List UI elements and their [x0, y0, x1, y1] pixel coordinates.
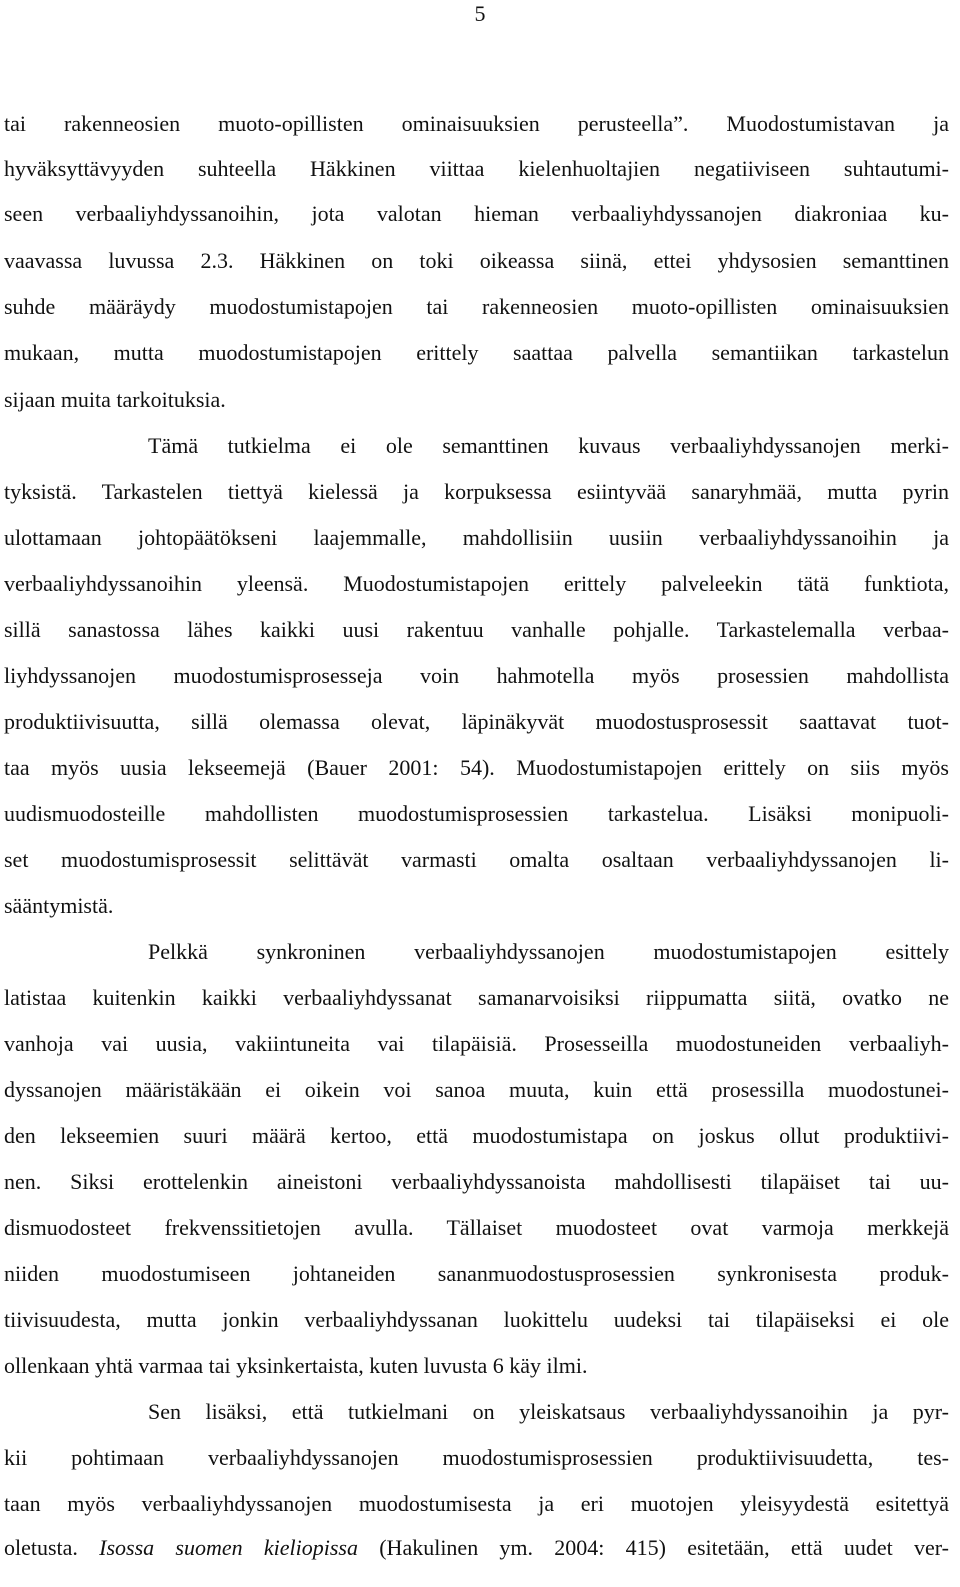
- text-line: nen. Siksi erottelenkin aineistoni verbaaliyhdyssanoista mahdollisesti tilapäiset tai uu-: [4, 1169, 949, 1194]
- text-segment: oletusta.: [4, 1535, 100, 1560]
- text-line: Tämä tutkielma ei ole semanttinen kuvaus verbaaliyhdyssanojen merki-: [148, 433, 949, 458]
- text-line: ollenkaan yhtä varmaa tai yksinkertaista, kuten luvusta 6 käy ilmi.: [4, 1353, 588, 1378]
- text-line: sillä sanastossa lähes kaikki uusi rakentuu vanhalle pohjalle. Tarkastelemalla verbaa-: [4, 617, 949, 642]
- text-line: sijaan muita tarkoituksia.: [4, 387, 226, 412]
- text-line: set muodostumisprosessit selittävät varmasti omalta osaltaan verbaaliyhdyssanojen li-: [4, 847, 949, 872]
- text-line: vanhoja vai uusia, vakiintuneita vai tilapäisiä. Prosesseilla muodostuneiden verbaaliyh-: [4, 1031, 949, 1056]
- text-line: den lekseemien suuri määrä kertoo, että muodostumistapa on joskus ollut produktiivi-: [4, 1123, 949, 1148]
- text-line: produktiivisuutta, sillä olemassa olevat, läpinäkyvät muodostusprosessit saattavat tuot-: [4, 709, 949, 734]
- text-line: verbaaliyhdyssanoihin yleensä. Muodostumistapojen erittely palveleekin tätä funktiota,: [4, 571, 949, 596]
- text-line-last: [4, 1528, 949, 1568]
- text-line: taa myös uusia lekseemejä (Bauer 2001: 54). Muodostumistapojen erittely on siis myös: [4, 755, 949, 780]
- text-line: Sen lisäksi, että tutkielmani on yleiskatsaus verbaaliyhdyssanoihin ja pyr-: [148, 1399, 949, 1424]
- text-line: uudismuodosteille mahdollisten muodostumisprosessien tarkastelua. Lisäksi monipuoli-: [4, 801, 949, 826]
- book-title-italic: Isossa suomen kieliopissa: [99, 1535, 358, 1560]
- text-line: tai rakenneosien muoto-opillisten ominaisuuksien perusteella”. Muodostumistavan ja: [4, 111, 949, 136]
- text-line: liyhdyssanojen muodostumisprosesseja voin hahmotella myös prosessien mahdollista: [4, 663, 949, 688]
- text-segment: (Hakulinen ym. 2004: 415) esitetään, että uudet ver-: [357, 1535, 949, 1560]
- text-line: latistaa kuitenkin kaikki verbaaliyhdyssanat samanarvoisiksi riippumatta siitä, ovatko ne: [4, 985, 949, 1010]
- text-line: vaavassa luvussa 2.3. Häkkinen on toki oikeassa siinä, ettei yhdysosien semanttinen: [4, 248, 949, 273]
- text-line: seen verbaaliyhdyssanoihin, jota valotan hieman verbaaliyhdyssanojen diakroniaa ku-: [4, 201, 949, 226]
- text-line: suhde määräydy muodostumistapojen tai rakenneosien muoto-opillisten ominaisuuksien: [4, 294, 949, 319]
- text-line: tiivisuudesta, mutta jonkin verbaaliyhdyssanan luokittelu uudeksi tai tilapäiseksi ei ole: [4, 1307, 949, 1332]
- text-line: hyväksyttävyyden suhteella Häkkinen viittaa kielenhuoltajien negatiiviseen suhtautumi-: [4, 156, 949, 181]
- text-line: ulottamaan johtopäätökseni laajemmalle, mahdollisiin uusiin verbaaliyhdyssanoihin ja: [4, 525, 949, 550]
- text-line: taan myös verbaaliyhdyssanojen muodostumisesta ja eri muotojen yleisyydestä esitettyä: [4, 1491, 949, 1516]
- text-line: dismuodosteet frekvenssitietojen avulla. Tällaiset muodosteet ovat varmoja merkkejä: [4, 1215, 949, 1240]
- text-line: kii pohtimaan verbaaliyhdyssanojen muodostumisprosessien produktiivisuudetta, tes-: [4, 1445, 949, 1470]
- text-line: Pelkkä synkroninen verbaaliyhdyssanojen muodostumistapojen esittely: [148, 939, 949, 964]
- text-line: dyssanojen määristäkään ei oikein voi sanoa muuta, kuin että prosessilla muodostunei-: [4, 1077, 949, 1102]
- text-line: tyksistä. Tarkastelen tiettyä kielessä ja korpuksessa esiintyvää sanaryhmää, mutta pyrin: [4, 479, 949, 504]
- text-line: mukaan, mutta muodostumistapojen erittely saattaa palvella semantiikan tarkastelun: [4, 340, 949, 365]
- page-number: 5: [474, 1, 486, 26]
- text-line: sääntymistä.: [4, 893, 114, 918]
- text-line: niiden muodostumiseen johtaneiden sananmuodostusprosessien synkronisesta produk-: [4, 1261, 949, 1286]
